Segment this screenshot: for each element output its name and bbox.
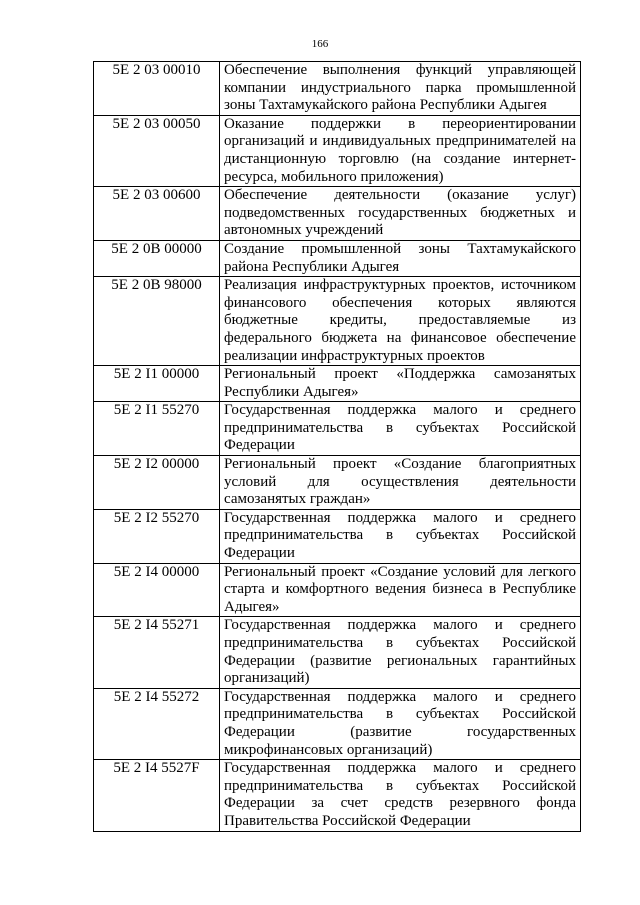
classification-code: 5Е 2 I2 55270 bbox=[94, 509, 220, 563]
classification-code: 5Е 2 I4 55272 bbox=[94, 688, 220, 759]
table-row bbox=[94, 62, 581, 116]
classification-code: 5Е 2 I1 00000 bbox=[94, 366, 220, 402]
classification-description: Оказание поддержки в переориентировании организаций и индивидуальных предпринимателей на дистанционную торговлю (на создание интернет-ресурса, мобильного приложения) bbox=[220, 115, 581, 186]
classification-description: Государственная поддержка малого и среднего предпринимательства в субъектах Российской Федерации bbox=[220, 509, 581, 563]
classification-code: 5Е 2 I1 55270 bbox=[94, 402, 220, 456]
table-row bbox=[94, 240, 581, 276]
page-number: 166 bbox=[311, 38, 329, 50]
classification-code: 5Е 2 0В 00000 bbox=[94, 240, 220, 276]
classification-description: Государственная поддержка малого и среднего предпринимательства в субъектах Российской Федерации за счет средств резервного фонда Правительства Российской Федерации bbox=[220, 760, 581, 831]
classification-description: Создание промышленной зоны Тахтамукайского района Республики Адыгея bbox=[220, 240, 581, 276]
classification-description: Региональный проект «Поддержка самозанятых Республики Адыгея» bbox=[220, 366, 581, 402]
classification-code: 5Е 2 03 00010 bbox=[94, 62, 220, 116]
table-row bbox=[94, 760, 581, 831]
table-row bbox=[94, 688, 581, 759]
classification-code: 5Е 2 03 00050 bbox=[94, 115, 220, 186]
classification-description: Реализация инфраструктурных проектов, источником финансового обеспечения которых являются бюджетные кредиты, предоставляемые из федерального бюджета на финансовое обеспечение реализации инфраструктурных проектов bbox=[220, 277, 581, 366]
classification-code: 5Е 2 0В 98000 bbox=[94, 277, 220, 366]
classification-code: 5Е 2 I4 00000 bbox=[94, 563, 220, 617]
classification-description: Государственная поддержка малого и среднего предпринимательства в субъектах Российской Федерации (развитие государственных микрофинансовых организаций) bbox=[220, 688, 581, 759]
table-row bbox=[94, 366, 581, 402]
table-row bbox=[94, 509, 581, 563]
table-row bbox=[94, 277, 581, 366]
classification-description: Государственная поддержка малого и среднего предпринимательства в субъектах Российской Федерации bbox=[220, 402, 581, 456]
classification-description: Обеспечение деятельности (оказание услуг) подведомственных государственных бюджетных и автономных учреждений bbox=[220, 187, 581, 241]
classification-code: 5Е 2 I2 00000 bbox=[94, 456, 220, 510]
budget-classification-table bbox=[93, 61, 581, 832]
table-row bbox=[94, 563, 581, 617]
classification-code: 5Е 2 I4 55271 bbox=[94, 617, 220, 688]
classification-code: 5Е 2 03 00600 bbox=[94, 187, 220, 241]
table-row bbox=[94, 187, 581, 241]
table-body bbox=[94, 62, 581, 832]
table-row bbox=[94, 456, 581, 510]
classification-description: Региональный проект «Создание благоприятных условий для осуществления деятельности самозанятых граждан» bbox=[220, 456, 581, 510]
table-row bbox=[94, 115, 581, 186]
table-row bbox=[94, 402, 581, 456]
table-row bbox=[94, 617, 581, 688]
classification-code: 5Е 2 I4 5527F bbox=[94, 760, 220, 831]
classification-description: Государственная поддержка малого и среднего предпринимательства в субъектах Российской Федерации (развитие региональных гарантийных организаций) bbox=[220, 617, 581, 688]
classification-description: Обеспечение выполнения функций управляющей компании индустриального парка промышленной зоны Тахтамукайского района Республики Адыгея bbox=[220, 62, 581, 116]
classification-description: Региональный проект «Создание условий для легкого старта и комфортного ведения бизнеса в Республике Адыгея» bbox=[220, 563, 581, 617]
